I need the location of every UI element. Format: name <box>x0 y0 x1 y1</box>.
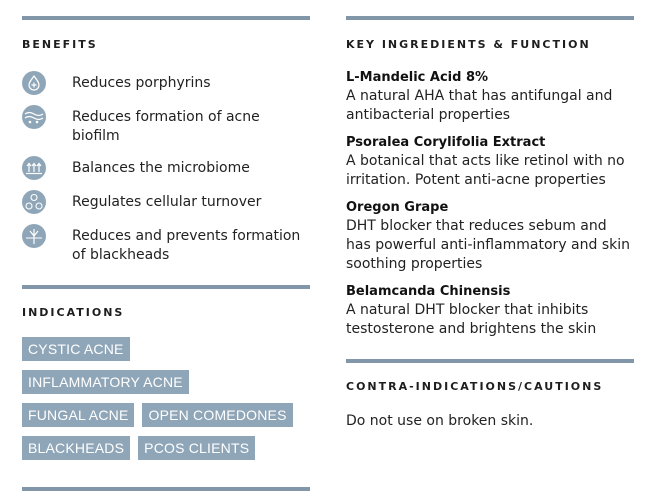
indication-tag: BLACKHEADS <box>22 436 130 460</box>
ingredient-description: A natural AHA that has antifungal and antibacterial properties <box>346 88 613 123</box>
left-column <box>22 0 310 491</box>
ingredient-item <box>346 69 634 125</box>
section-divider <box>22 16 310 20</box>
ingredient-item <box>346 283 634 339</box>
benefit-text: Reduces and prevents formation of blackheads <box>72 228 301 263</box>
pore-follicle-icon <box>22 224 46 248</box>
benefit-text: Regulates cellular turnover <box>72 194 262 210</box>
section-divider <box>22 285 310 289</box>
ingredient-description: A natural DHT blocker that inhibits testosterone and brightens the skin <box>346 302 597 337</box>
indication-tag: INFLAMMATORY ACNE <box>22 370 189 394</box>
benefit-item <box>22 193 310 214</box>
indication-tag: OPEN COMEDONES <box>142 403 292 427</box>
benefits-list <box>22 74 310 265</box>
benefit-item <box>22 227 310 265</box>
indications-tags <box>22 337 310 469</box>
benefit-item <box>22 159 310 180</box>
contra-heading: CONTRA-INDICATIONS/CAUTIONS <box>346 380 604 393</box>
ingredient-item <box>346 199 634 274</box>
benefit-item <box>22 74 310 95</box>
biofilm-waves-icon <box>22 105 46 129</box>
indication-tag: FUNGAL ACNE <box>22 403 134 427</box>
droplet-plus-icon <box>22 71 46 95</box>
indications-heading: INDICATIONS <box>22 306 125 319</box>
section-divider <box>22 487 310 491</box>
ingredients-list <box>346 69 634 339</box>
ingredient-name: Psoralea Corylifolia Extract <box>346 135 546 150</box>
ingredient-item <box>346 134 634 190</box>
benefit-text: Balances the microbiome <box>72 160 250 176</box>
section-divider <box>346 16 634 20</box>
ingredient-name: Oregon Grape <box>346 200 449 215</box>
cell-turnover-icon <box>22 190 46 214</box>
microbiome-arrows-icon <box>22 156 46 180</box>
section-divider <box>346 359 634 363</box>
indication-tag: PCOS CLIENTS <box>138 436 255 460</box>
indication-tag: CYSTIC ACNE <box>22 337 130 361</box>
ingredient-description: DHT blocker that reduces sebum and has powerful anti-inflammatory and skin soothing properties <box>346 218 631 272</box>
ingredient-name: L-Mandelic Acid 8% <box>346 70 489 85</box>
benefits-heading: BENEFITS <box>22 38 98 51</box>
ingredient-description: A botanical that acts like retinol with no irritation. Potent anti-acne properties <box>346 153 625 188</box>
contra-text: Do not use on broken skin. <box>346 413 534 429</box>
benefit-text: Reduces porphyrins <box>72 75 211 91</box>
right-column <box>346 0 634 431</box>
ingredients-heading: KEY INGREDIENTS & FUNCTION <box>346 38 591 51</box>
ingredient-name: Belamcanda Chinensis <box>346 284 511 299</box>
benefit-text: Reduces formation of acne biofilm <box>72 109 260 144</box>
benefit-item <box>22 108 310 146</box>
